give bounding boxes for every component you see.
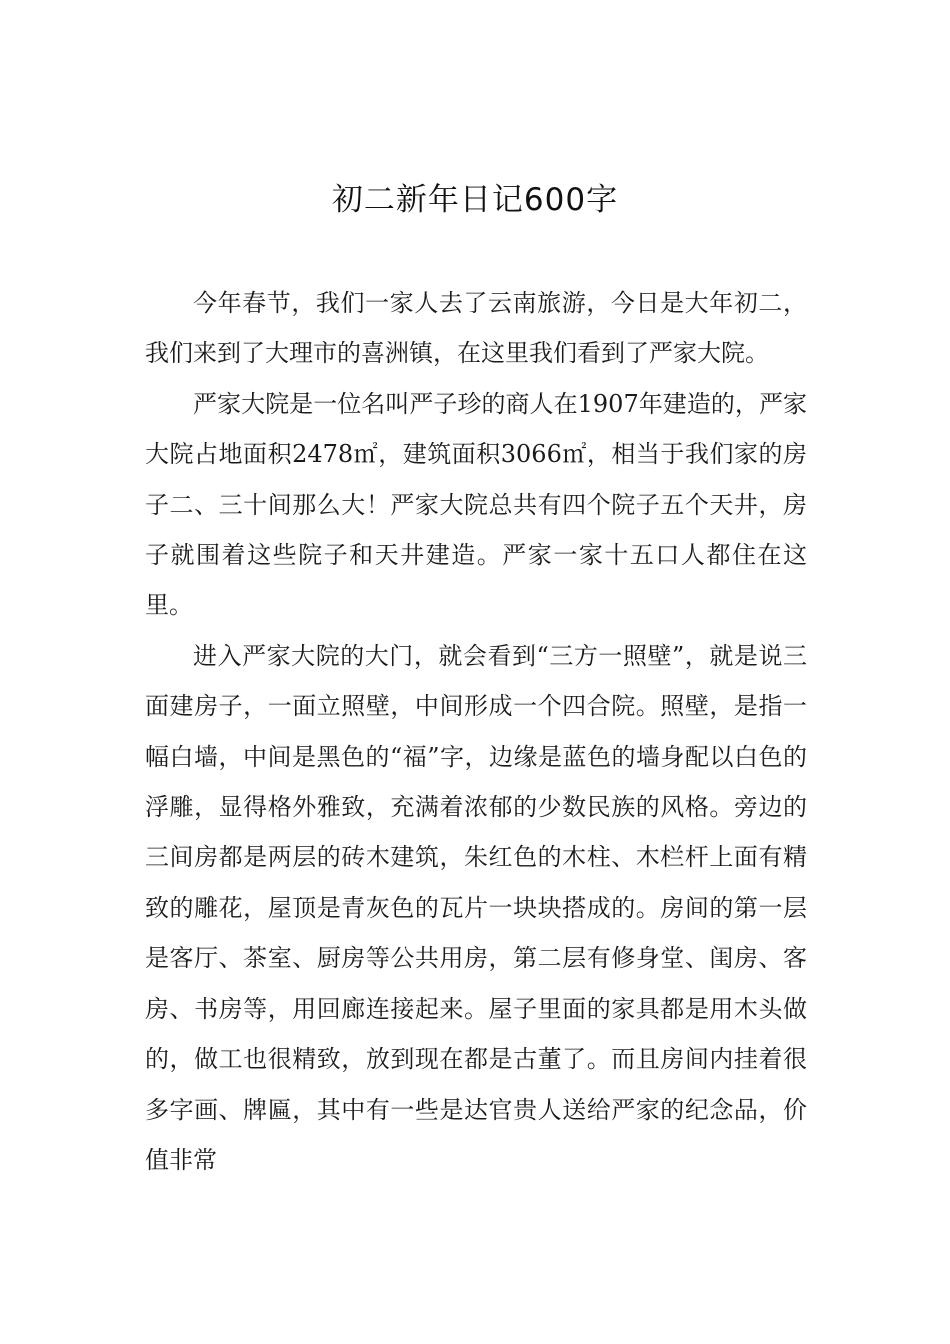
paragraph-1: 今年春节，我们一家人去了云南旅游，今日是大年初二，我们来到了大理市的喜洲镇，在这里我们看到了严家大院。 <box>145 289 807 368</box>
document-title: 初二新年日记600字 <box>331 182 619 218</box>
paragraph-3: 进入严家大院的大门，就会看到“三方一照壁”，就是说三面建房子，一面立照壁，中间形成一个四合院。照壁，是指一幅白墙，中间是黑色的“福”字，边缘是蓝色的墙身配以白色的浮雕，显得格外雅致，充满着浓郁的少数民族的风格。旁边的三间房都是两层的砖木建筑，朱红色的木柱、木栏杆上面有精致的雕花，屋顶是青灰色的瓦片一块块搭成的。房间的第一层是客厅、茶室、厨房等公共用房，第二层有修身堂、闺房、客房、书房等，用回廊连接起来。屋子里面的家具都是用木头做的，做工也很精致，放到现在都是古董了。而且房间内挂着很多字画、牌匾，其中有一些是达官贵人送给严家的纪念品，价值非常 <box>145 641 807 1174</box>
document-body <box>145 278 807 1185</box>
paragraph-2: 严家大院是一位名叫严子珍的商人在1907年建造的，严家大院占地面积2478㎡，建筑面积3066㎡，相当于我们家的房子二、三十间那么大！严家大院总共有四个院子五个天井，房子就围着这些院子和天井建造。严家一家十五口人都住在这里。 <box>145 389 807 620</box>
